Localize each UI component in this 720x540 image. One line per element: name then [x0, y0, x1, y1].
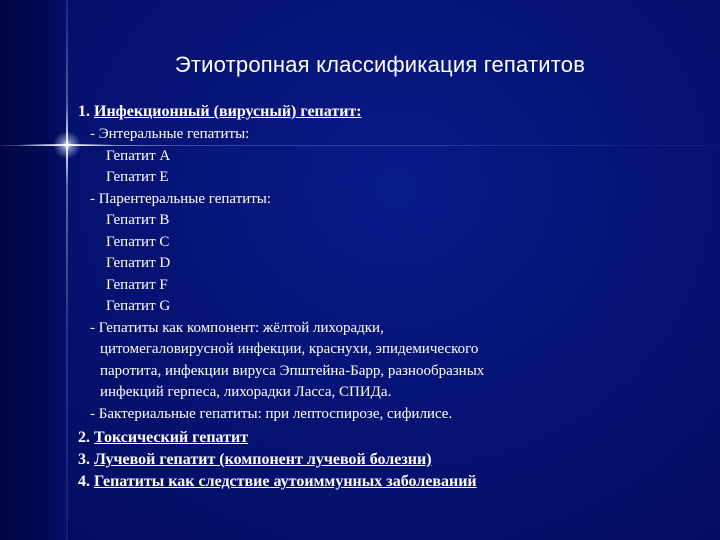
bacterial-line: - Бактериальные гепатиты: при лептоспирозе, сифилисе.	[90, 405, 453, 422]
section-1-title: Инфекционный (вирусный) гепатит:	[94, 103, 362, 120]
section-1-number: 1.	[78, 103, 90, 120]
slide-content	[78, 101, 708, 493]
parenteral-heading: - Парентеральные гепатиты:	[90, 190, 272, 207]
parenteral-item-b: Гепатит В	[106, 212, 170, 228]
vertical-decor-line	[66, 0, 68, 540]
parenteral-item-f: Гепатит F	[106, 276, 168, 293]
section-3-title: Лучевой гепатит (компонент лучевой болезни)	[94, 451, 432, 468]
section-3-heading	[78, 449, 708, 471]
section-2-title: Токсический гепатит	[94, 429, 249, 446]
parenteral-item-c: Гепатит С	[106, 233, 170, 250]
section-3-number: 3.	[78, 451, 90, 468]
section-1-heading	[78, 101, 708, 123]
section-4-heading	[78, 471, 708, 493]
enteral-heading: - Энтеральные гепатиты:	[90, 126, 250, 142]
component-line-2: цитомегаловирусной инфекции, краснухи, эпидемического	[100, 341, 479, 357]
slide-title: Этиотропная классификация гепатитов	[174, 52, 586, 77]
parenteral-item-g: Гепатит G	[106, 298, 171, 314]
component-line-4: инфекций герпеса, лихорадки Ласса, СПИДа.	[100, 384, 392, 400]
component-line-1: - Гепатиты как компонент: жёлтой лихорадки,	[90, 319, 384, 336]
section-4-number: 4.	[78, 473, 90, 490]
enteral-item-e: Гепатит Е	[106, 169, 169, 185]
section-4-title: Гепатиты как следствие аутоиммунных заболеваний	[94, 473, 477, 490]
section-2-heading	[78, 427, 708, 449]
section-2-number: 2.	[78, 429, 90, 446]
component-line-3: паротита, инфекции вируса Эпштейна-Барр, разнообразных	[100, 362, 485, 379]
enteral-item-a: Гепатит А	[106, 147, 171, 164]
left-decor-band	[0, 0, 68, 540]
parenteral-item-d: Гепатит D	[106, 255, 171, 271]
